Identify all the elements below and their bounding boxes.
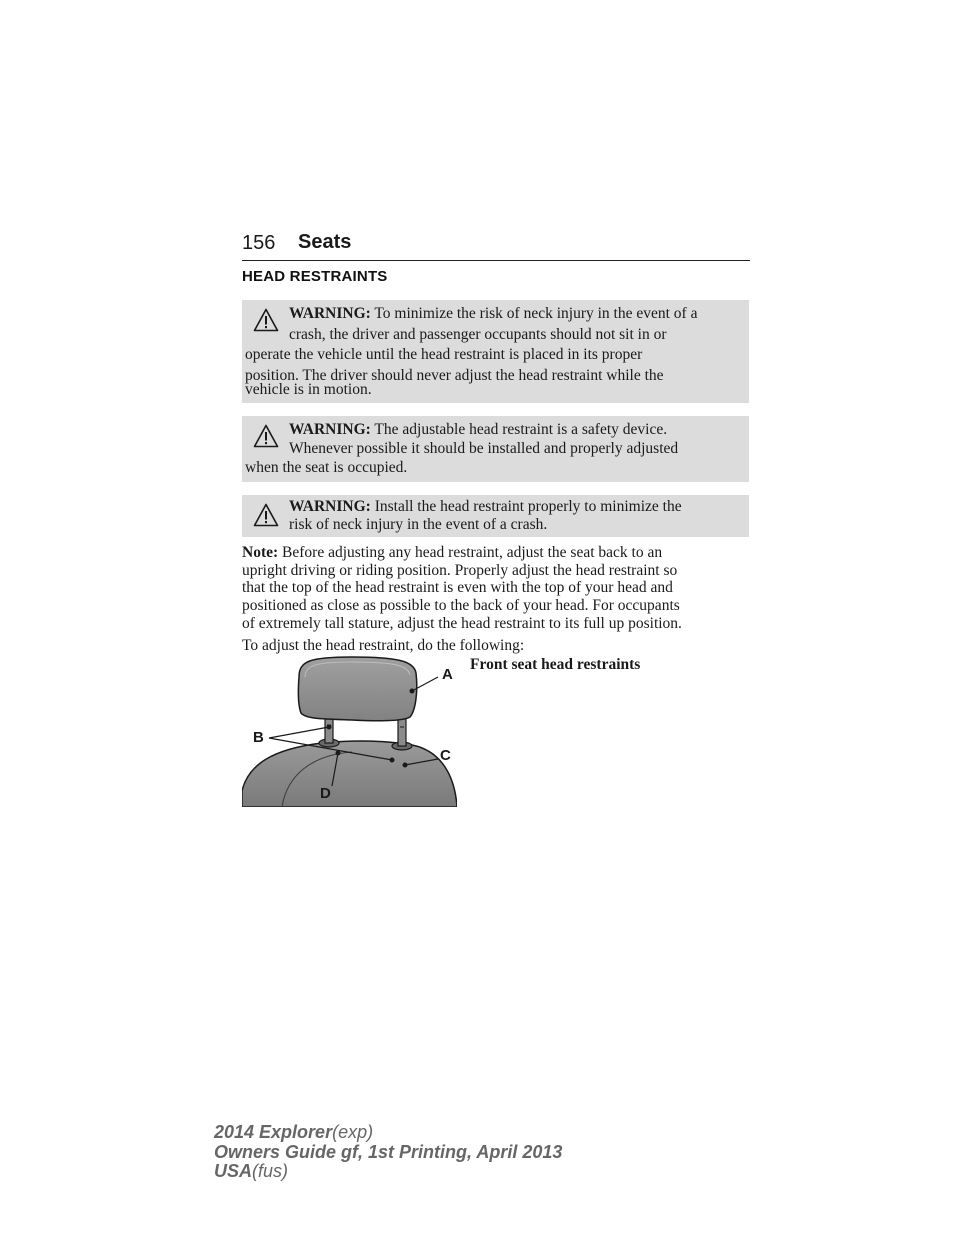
warning-label: WARNING: <box>289 498 371 515</box>
figure-caption: Front seat head restraints <box>470 656 641 673</box>
note-text: of extremely tall stature, adjust the head restraint to its full up position. <box>242 614 682 632</box>
note-label: Note: <box>242 544 279 561</box>
warning-triangle-icon <box>253 308 279 332</box>
note-text: Before adjusting any head restraint, adjust the seat back to an <box>282 544 663 561</box>
footer-market-code: (fus) <box>252 1161 289 1181</box>
note-text: positioned as close as possible to the back of your head. For occupants <box>242 597 680 615</box>
footer-market: USA <box>214 1161 253 1181</box>
adjust-intro: To adjust the head restraint, do the following: <box>242 637 525 654</box>
section-heading: HEAD RESTRAINTS <box>242 268 388 285</box>
warning-text: The adjustable head restraint is a safety device. <box>374 421 668 438</box>
warning-text: To minimize the risk of neck injury in the event of a <box>374 305 698 322</box>
footer-model-code: (exp) <box>332 1122 374 1142</box>
warning-text: position. The driver should never adjust the head restraint while the <box>245 366 664 384</box>
warning-text: when the seat is occupied. <box>245 458 408 476</box>
note-text: upright driving or riding position. Properly adjust the head restraint so <box>242 561 678 579</box>
warning-triangle-icon <box>253 424 279 448</box>
head-restraint <box>298 657 416 721</box>
warning-label: WARNING: <box>289 421 371 438</box>
warning-box-3 <box>242 495 749 537</box>
label-a: A <box>442 666 453 683</box>
page-footer <box>214 1123 562 1182</box>
warning-text: Install the head restraint properly to minimize the <box>374 498 682 515</box>
page-title: Seats <box>298 231 352 253</box>
note-text: that the top of the head restraint is even with the top of your head and <box>242 579 673 597</box>
warning-label: WARNING: <box>289 305 371 322</box>
warning-box-2 <box>242 416 749 482</box>
warning-text: vehicle is in motion. <box>245 381 372 398</box>
note-paragraph <box>242 544 752 633</box>
warning-triangle-icon <box>253 503 279 527</box>
warning-text: crash, the driver and passenger occupants should not sit in or <box>289 325 667 343</box>
label-b: B <box>253 729 264 746</box>
head-restraint-illustration <box>242 655 457 807</box>
page-number: 156 <box>242 232 276 254</box>
warning-box-1 <box>242 300 749 403</box>
page-header <box>242 232 750 261</box>
footer-model: 2014 Explorer <box>214 1122 333 1142</box>
warning-text: risk of neck injury in the event of a crash. <box>289 516 548 533</box>
seat-back <box>242 741 457 807</box>
label-c: C <box>440 747 451 764</box>
footer-guide: Owners Guide gf, 1st Printing, April 2013 <box>214 1141 563 1162</box>
label-d: D <box>320 785 331 802</box>
warning-text: operate the vehicle until the head restraint is placed in its proper <box>245 346 643 363</box>
warning-text: Whenever possible it should be installed and properly adjusted <box>289 439 679 457</box>
